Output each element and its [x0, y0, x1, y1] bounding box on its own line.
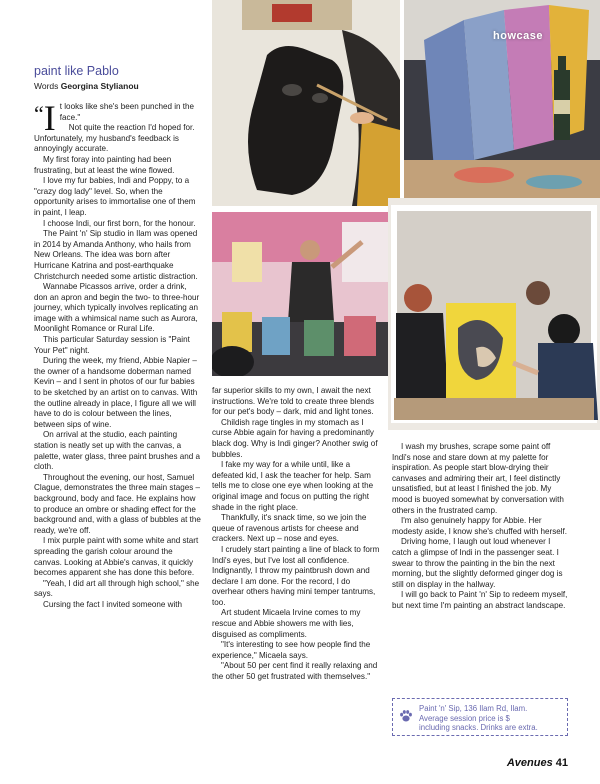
article-column-3 — [392, 442, 568, 612]
paragraph: far superior skills to my own, I await the next instructions. We're told to create three blends for our pet's body – dark, mid and light tones. — [212, 386, 375, 417]
info-price: Average session price is $ — [419, 713, 510, 723]
paragraph: My first foray into painting had been frustrating, but at least the wine flowed. — [34, 154, 175, 175]
paragraph: I fake my way for a while until, like a defeated kid, I ask the teacher for help. Sam tells me to close one eye when looking at the original image and focus on putting the right shade in the right place. — [212, 460, 374, 512]
drop-cap: “I — [34, 98, 56, 138]
paragraph: Driving home, I laugh out loud whenever I catch a glimpse of Indi in the passenger seat. I swear to throw the painting in the bin the next morning, but the slightly deformed ginger dog is still on display in the hallway. — [392, 537, 563, 589]
paragraph: I wash my brushes, scrape some paint off Indi's nose and stare down at my palette for inspiration. As people start blow-drying their canvases and admiring their art, I feel distinctly unsatisfied, but at least I finished the job. My mood is buoyed somewhat by conversation with others in the frustrated camp. — [392, 442, 564, 515]
section-tag: howcase — [493, 30, 543, 42]
byline — [34, 81, 139, 91]
info-address: Paint 'n' Sip, 136 Ilam Rd, Ilam. — [419, 704, 528, 713]
paragraph: "About 50 per cent find it really relaxing and the other 50 get frustrated with themselves." — [212, 661, 378, 682]
paragraph: On arrival at the studio, each painting station is neatly set up with the canvas, a palette, water glass, three paint brushes and a cloth. — [34, 430, 201, 472]
paragraph: I choose Indi, our first born, for the honour. — [43, 218, 196, 228]
paragraph: Throughout the evening, our host, Samuel Clague, demonstrates the three main stages – background, body and face. He explains how to produce an ombre or shading effect for the background and, with a glass of bubbles at the ready, we're off. — [34, 472, 201, 535]
paragraph: I love my fur babies, Indi and Poppy, to a "crazy dog lady" level. So, when the opportunity arises to immortalise one of them in paint, I leap. — [34, 176, 196, 217]
paragraph: Thankfully, it's snack time, so we join the queue of ravenous artists for cheese and crackers. Next up – nose and eyes. — [212, 513, 367, 544]
page-number: 41 — [555, 757, 568, 769]
paragraph: Cursing the fact I invited someone with — [43, 599, 183, 609]
article-column-1 — [34, 98, 202, 611]
paragraph: During the week, my friend, Abbie Napier – the owner of a handsome doberman named Kevin – and I sent in photos of our fur babies to be sketched by an artist on to canvas. With the outline already in place, I figure all we will have to do is colour between the lines, between sips of wine. — [34, 356, 198, 429]
paragraph: I crudely start painting a line of black to form Indi's eyes, but I've lost all confidence. Indignantly, I throw my paintbrush down and declare I am done. For the record, I do overhear others having mini temper tantrums, too. — [212, 544, 380, 607]
paragraph: Childish rage tingles in my stomach as I curse Abbie again for having a predominantly black dog. Why is Indi ginger? Another swig of bubbles. — [212, 417, 378, 459]
byline-prefix: Words — [34, 81, 61, 91]
photo-women-painting — [388, 198, 600, 430]
paragraph: Not quite the reaction I'd hoped for. Unfortunately, my husband's feedback is annoyingly accurate. — [34, 123, 195, 154]
photo-host-demonstrating — [212, 212, 390, 376]
paragraph: “I t looks like she's been punched in the face." — [34, 98, 195, 138]
info-box — [392, 698, 568, 736]
paragraph: I will go back to Paint 'n' Sip to redeem myself, but next time I'm painting an abstract landscape. — [392, 590, 568, 610]
paragraph: The Paint 'n' Sip studio in Ilam was opened in 2014 by Amanda Anthony, who hails from New Orleans. The idea was born after Hurricane Katrina and post-earthquake Christchurch needed some artistic distraction. — [34, 229, 198, 281]
paragraph: Wannabe Picassos arrive, order a drink, don an apron and begin the two- to three-hour journey, which typically involves replicating an image with a whimsical name such as Aurora, Moonlight Romance or Rural Life. — [34, 282, 200, 334]
paragraph: Art student Micaela Irvine comes to my rescue and Abbie showers me with lies, disguised as compliments. — [212, 608, 361, 639]
paw-icon — [399, 709, 413, 723]
paragraph: I mix purple paint with some white and start spreading the garish colour around the canvas. Looking at Abbie's canvas, it quickly becomes apparent she has done this before. — [34, 536, 199, 578]
byline-author: Georgina Stylianou — [60, 81, 139, 91]
paragraph: "Yeah, I did art all through high school," she says. — [34, 578, 200, 599]
article-column-2 — [212, 386, 382, 683]
paragraph: I'm also genuinely happy for Abbie. Her modesty aside, I know she's chuffed with herself. — [392, 516, 568, 536]
article-title: paint like Pablo — [34, 64, 119, 78]
paragraph: This particular Saturday session is "Paint Your Pet" night. — [34, 335, 190, 355]
info-extras: including snacks. Drinks are extra. — [419, 723, 538, 732]
photo-dog-painting — [212, 0, 400, 206]
paragraph: "It's interesting to see how people find the experience," Micaela says. — [212, 640, 371, 660]
magazine-brand: Avenues — [506, 757, 553, 769]
page-footer — [507, 757, 568, 769]
